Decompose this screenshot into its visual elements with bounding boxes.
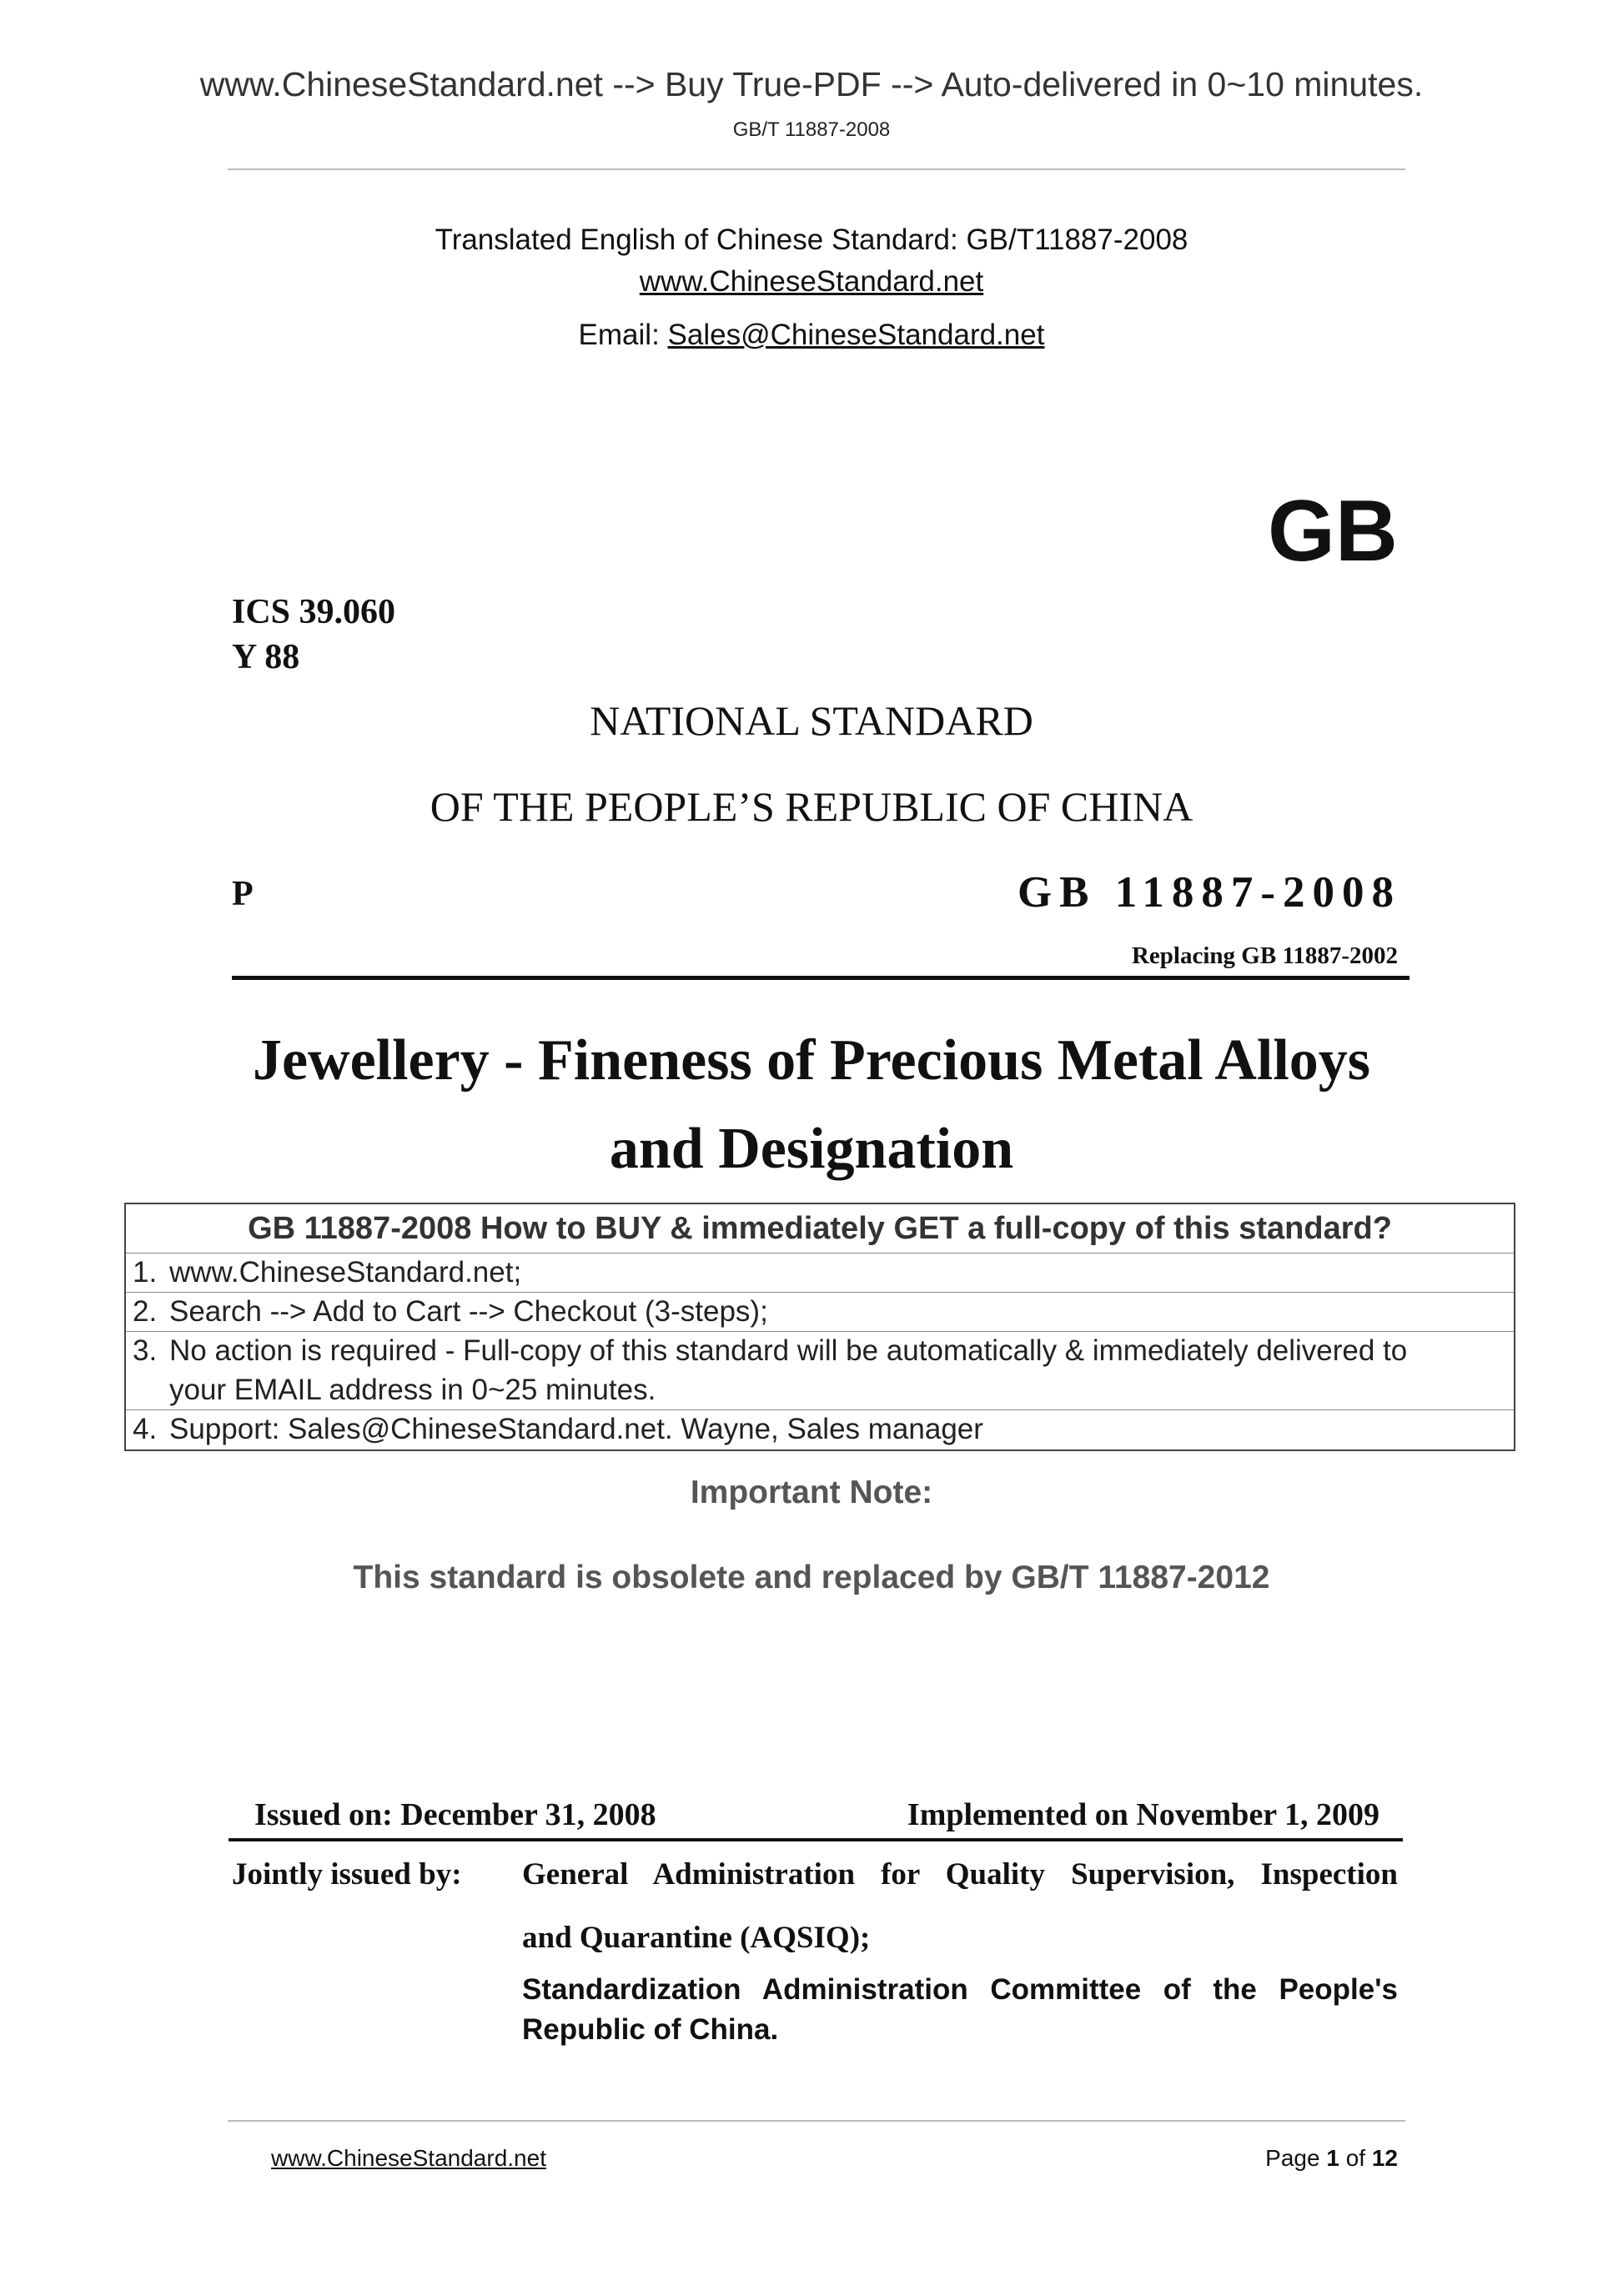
- standard-number: GB 11887-2008: [1017, 868, 1401, 917]
- ics-code: ICS 39.060: [232, 593, 396, 631]
- page-of: of: [1339, 2145, 1372, 2171]
- page-label: Page: [1265, 2145, 1327, 2171]
- implemented-on: Implemented on November 1, 2009: [907, 1797, 1379, 1832]
- buy-step-text: Search --> Add to Cart --> Checkout (3-steps);: [169, 1295, 768, 1328]
- translated-line: Translated English of Chinese Standard: GB/T11887-2008: [435, 224, 1188, 256]
- national-standard-line2: OF THE PEOPLE’S REPUBLIC OF CHINA: [430, 783, 1193, 830]
- site-link[interactable]: www.ChineseStandard.net: [639, 265, 984, 298]
- site-link-line: [0, 265, 1623, 299]
- buy-step: [126, 1409, 1514, 1450]
- national-standard-line1: NATIONAL STANDARD: [590, 697, 1033, 744]
- page-indicator: [1265, 2145, 1398, 2172]
- document-title-line2: and Designation: [609, 1117, 1014, 1181]
- header-doc-id: GB/T 11887-2008: [732, 118, 891, 141]
- important-note-heading: Important Note:: [690, 1475, 933, 1510]
- buy-step: [126, 1253, 1514, 1293]
- buy-box-heading: GB 11887-2008 How to BUY & immediately GET a full-copy of this standard?: [248, 1211, 1392, 1246]
- buy-step: [126, 1331, 1514, 1410]
- buy-step-number: 4.: [133, 1413, 158, 1445]
- buy-step-text: Support: Sales@ChineseStandard.net. Wayne, Sales manager: [169, 1413, 983, 1445]
- issuer1-line1: General Administration for Quality Supervision, Inspection: [522, 1857, 1398, 1892]
- document-title-line1: Jewellery - Fineness of Precious Metal Alloys: [252, 1028, 1371, 1093]
- email-link[interactable]: Sales@ChineseStandard.net: [667, 319, 1045, 351]
- title-divider: [232, 976, 1409, 980]
- page-total: 12: [1371, 2145, 1398, 2171]
- issue-divider: [229, 1838, 1403, 1841]
- buy-step-text: No action is required - Full-copy of this standard will be automatically & immediately delivered to: [169, 1334, 1408, 1367]
- buy-step-text: www.ChineseStandard.net;: [169, 1256, 522, 1289]
- page-current: 1: [1326, 2145, 1339, 2171]
- email-label: Email:: [578, 319, 668, 351]
- email-line: [0, 319, 1623, 352]
- gb-logo: GB: [1268, 483, 1398, 580]
- footer-divider: [228, 2120, 1405, 2122]
- top-banner: www.ChineseStandard.net --> Buy True-PDF --> Auto-delivered in 0~10 minutes.: [199, 65, 1424, 103]
- jointly-issued-label: Jointly issued by:: [232, 1857, 462, 1892]
- buy-step-number: 3.: [133, 1334, 158, 1367]
- ccs-code: Y 88: [232, 638, 300, 676]
- issued-on: Issued on: December 31, 2008: [254, 1797, 656, 1832]
- replacing-note: Replacing GB 11887-2002: [1131, 942, 1398, 969]
- issuer2-line2: Republic of China.: [522, 2013, 779, 2046]
- header-divider: [228, 168, 1405, 170]
- p-mark: P: [232, 875, 254, 913]
- obsolete-note: This standard is obsolete and replaced by GB/T 11887-2012: [353, 1560, 1270, 1595]
- footer-site-link[interactable]: www.ChineseStandard.net: [271, 2145, 546, 2171]
- issuer2-line1: Standardization Administration Committee of the People's: [522, 1973, 1398, 2006]
- buy-instructions-box: [124, 1203, 1515, 1451]
- buy-step: [126, 1292, 1514, 1332]
- buy-step-continuation: your EMAIL address in 0~25 minutes.: [169, 1374, 656, 1406]
- buy-step-number: 2.: [133, 1295, 158, 1328]
- buy-step-number: 1.: [133, 1256, 158, 1289]
- issuer1-line2: and Quarantine (AQSIQ);: [522, 1921, 871, 1955]
